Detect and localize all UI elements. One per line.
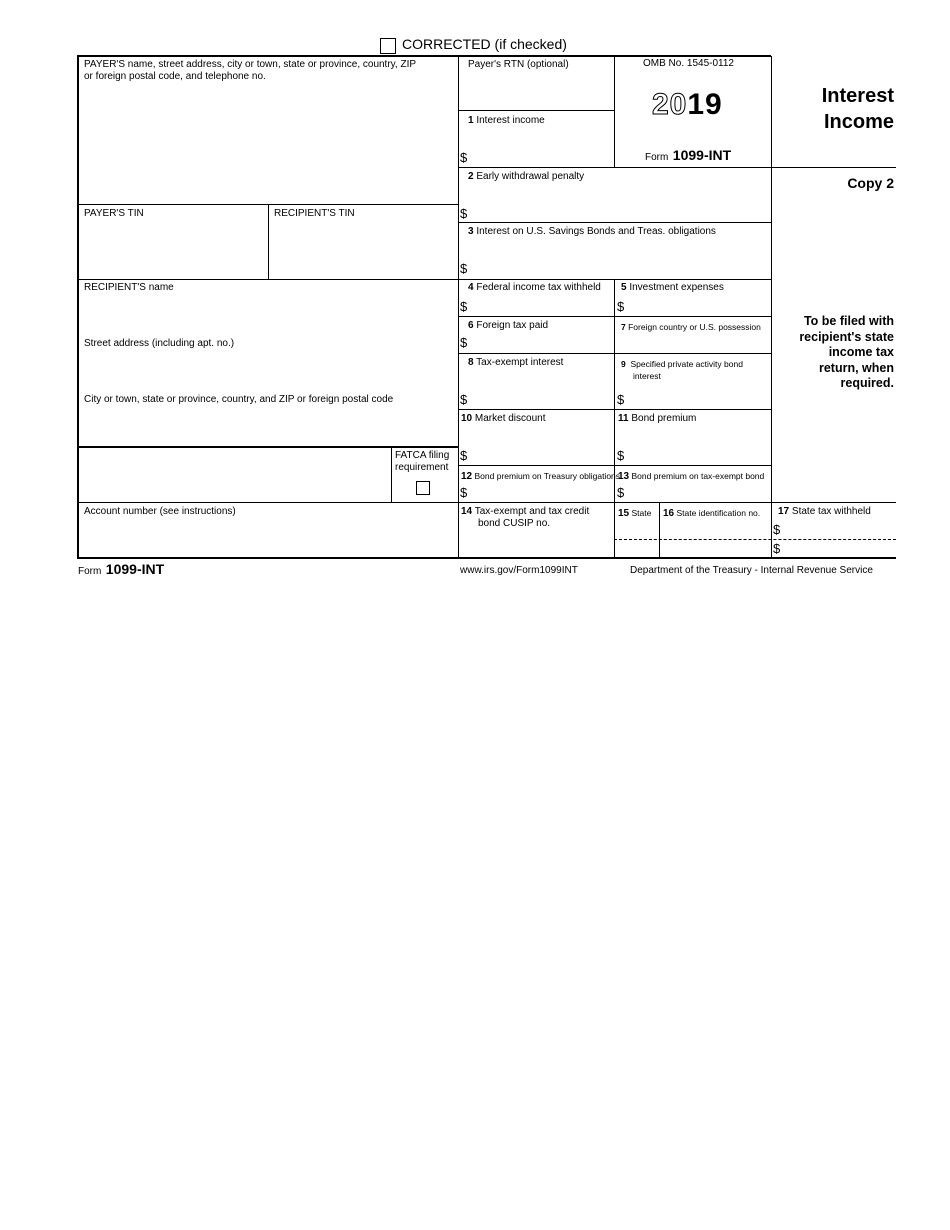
- omb-number: OMB No. 1545-0112: [643, 58, 734, 69]
- filing-note-5: required.: [840, 376, 894, 390]
- city-field[interactable]: [79, 408, 457, 444]
- city-label: City or town, state or province, country, and ZIP or foreign postal code: [84, 394, 394, 405]
- filing-note-4: return, when: [818, 361, 894, 375]
- box-5-currency: $: [617, 299, 625, 314]
- recipient-tin-label: RECIPIENT'S TIN: [274, 208, 355, 219]
- box-12-label: 12 Bond premium on Treasury obligations: [461, 471, 621, 482]
- form-title-2: Income: [823, 111, 894, 133]
- box-10-field[interactable]: [472, 428, 612, 463]
- box-2-label: 2 Early withdrawal penalty: [468, 171, 585, 182]
- box-11-label: 11 Bond premium: [618, 413, 697, 424]
- payer-tin-label: PAYER'S TIN: [84, 208, 144, 219]
- box-9-label: 9 Specified private activity bond: [621, 359, 743, 369]
- recipient-name-field[interactable]: [79, 296, 457, 330]
- tax-year: [652, 88, 723, 122]
- box-17-label: 17 State tax withheld: [778, 506, 871, 517]
- corrected-label: CORRECTED (if checked): [402, 36, 567, 52]
- box-12-field[interactable]: [472, 483, 612, 501]
- box-17-field-2[interactable]: [785, 541, 895, 556]
- box-10-currency: $: [460, 448, 468, 463]
- tax-year-bold: 19: [687, 88, 723, 121]
- box-9-field[interactable]: [629, 383, 769, 407]
- payer-name-label: PAYER'S name, street address, city or town, state or province, country, ZIP: [84, 59, 417, 70]
- box-17-currency-2: $: [773, 541, 781, 556]
- box-7-label: 7 Foreign country or U.S. possession: [621, 322, 761, 332]
- box-9-currency: $: [617, 392, 625, 407]
- box-6-label: 6 Foreign tax paid: [468, 320, 549, 331]
- box-2-field[interactable]: [472, 186, 769, 220]
- box-17-field-1[interactable]: [785, 520, 895, 538]
- box-14-field[interactable]: [460, 532, 613, 556]
- footer-department: Department of the Treasury - Internal Revenue Service: [630, 565, 873, 576]
- box-4-field[interactable]: [472, 296, 612, 315]
- filing-note-2: recipient's state: [799, 330, 894, 344]
- box-5-label: 5 Investment expenses: [621, 282, 724, 293]
- fatca-label: FATCA filing: [395, 450, 450, 461]
- box-1-label: 1 Interest income: [468, 115, 545, 126]
- box-8-label: 8 Tax-exempt interest: [468, 357, 564, 368]
- copy-label: Copy 2: [847, 175, 894, 191]
- box-11-field[interactable]: [629, 428, 769, 463]
- street-address-field[interactable]: [79, 352, 457, 388]
- box-14-label-2: bond CUSIP no.: [478, 518, 551, 529]
- box-12-currency: $: [460, 485, 468, 500]
- box-4-label: 4 Federal income tax withheld: [468, 282, 601, 293]
- box-14-label: 14 Tax-exempt and tax credit: [461, 506, 590, 517]
- box-3-currency: $: [460, 261, 468, 276]
- tax-year-outline: 20: [652, 88, 688, 121]
- payer-rtn-label: Payer's RTN (optional): [468, 59, 569, 70]
- account-number-label: Account number (see instructions): [84, 506, 236, 517]
- box-16-field-2[interactable]: [661, 541, 770, 556]
- payer-rtn-field[interactable]: [460, 73, 613, 109]
- fatca-label-2: requirement: [395, 462, 449, 473]
- box-8-field[interactable]: [472, 372, 612, 407]
- filing-note-3: income tax: [828, 345, 894, 359]
- corrected-checkbox[interactable]: [380, 38, 396, 54]
- box-13-field[interactable]: [629, 483, 769, 501]
- box-13-label: 13 Bond premium on tax-exempt bond: [618, 471, 765, 482]
- box-7-field[interactable]: [617, 333, 769, 351]
- filing-note-1: To be filed with: [803, 314, 894, 328]
- box-1-field[interactable]: [472, 130, 612, 165]
- box-3-field[interactable]: [472, 241, 769, 277]
- box-16-field-1[interactable]: [661, 520, 770, 538]
- box-4-currency: $: [460, 299, 468, 314]
- box-6-currency: $: [460, 335, 468, 350]
- fatca-checkbox[interactable]: [416, 481, 430, 495]
- payer-name-label-2: or foreign postal code, and telephone no.: [84, 71, 266, 82]
- box-11-currency: $: [617, 448, 625, 463]
- box-15-label: 15 State: [618, 508, 652, 519]
- recipient-name-label: RECIPIENT'S name: [84, 282, 174, 293]
- box-6-field[interactable]: [472, 333, 612, 351]
- box-8-currency: $: [460, 392, 468, 407]
- box-1-currency: $: [460, 150, 468, 165]
- box-13-currency: $: [617, 485, 625, 500]
- box-5-field[interactable]: [629, 296, 769, 315]
- box-9-label-2: interest: [633, 371, 661, 381]
- box-17-currency-1: $: [773, 522, 781, 537]
- account-number-field[interactable]: [79, 520, 457, 556]
- box-15-field-1[interactable]: [616, 520, 658, 538]
- payer-name-field[interactable]: [79, 84, 457, 202]
- box-16-label: 16 State identification no.: [663, 508, 761, 519]
- recipient-tin-field[interactable]: [270, 222, 457, 277]
- footer-url: www.irs.gov/Form1099INT: [460, 565, 578, 576]
- blank-field[interactable]: [79, 449, 389, 501]
- form-id: Form 1099-INT: [645, 147, 732, 163]
- form-title-1: Interest: [821, 85, 894, 107]
- box-10-label: 10 Market discount: [461, 413, 546, 424]
- box-15-field-2[interactable]: [616, 541, 658, 556]
- footer-form-id: Form 1099-INT: [78, 561, 165, 577]
- payer-tin-field[interactable]: [79, 222, 267, 277]
- street-address-label: Street address (including apt. no.): [84, 338, 235, 349]
- box-3-label: 3 Interest on U.S. Savings Bonds and Treas. obligations: [468, 226, 716, 237]
- box-2-currency: $: [460, 206, 468, 221]
